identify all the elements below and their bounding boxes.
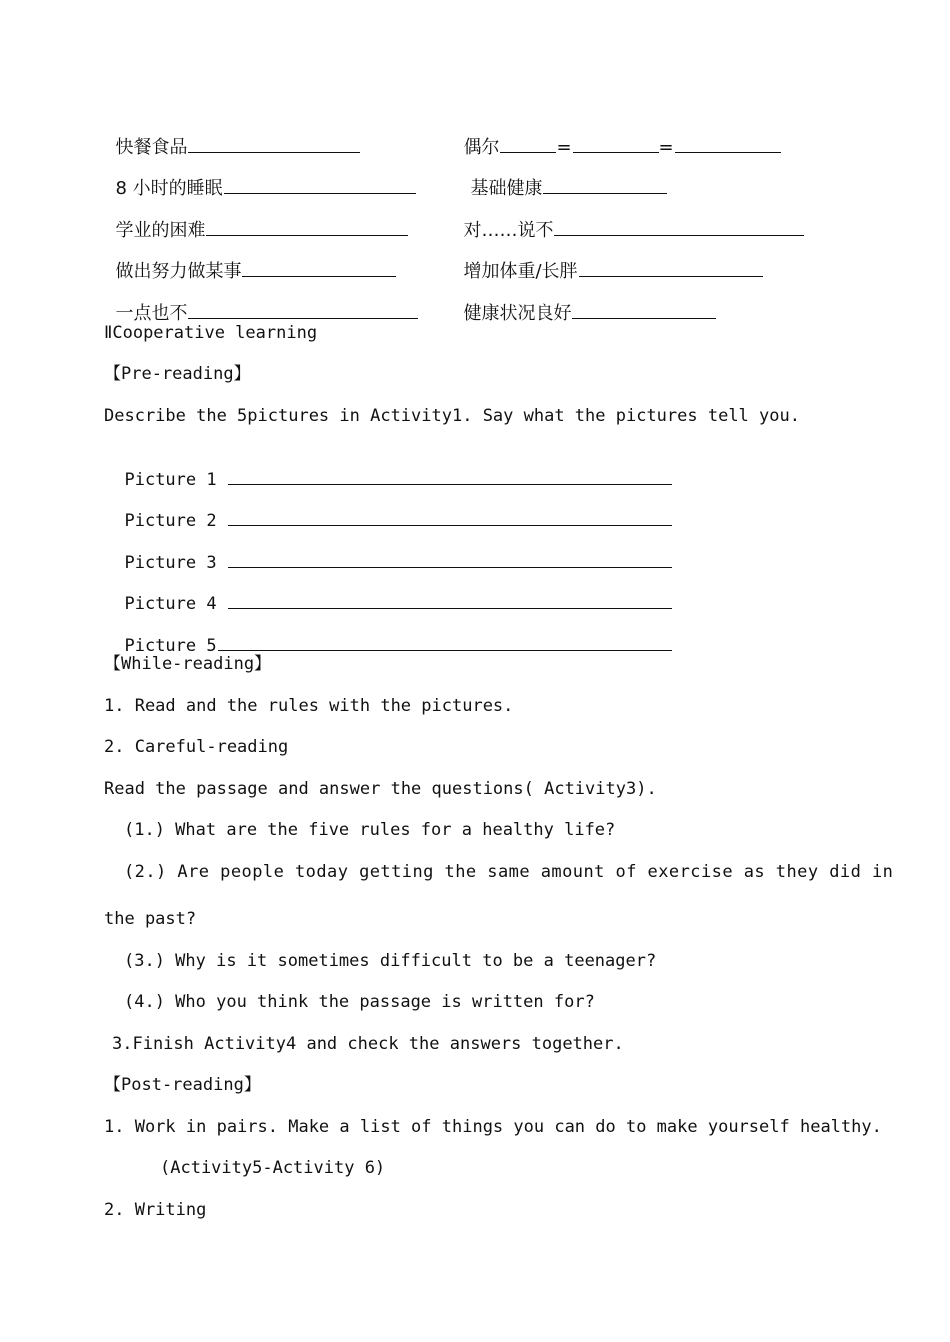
question-4: (4.) Who you think the passage is written for? — [124, 992, 595, 1012]
vocab-row-5-left — [104, 280, 418, 325]
equals-sign: = — [658, 137, 674, 158]
picture-label: Picture 5 — [124, 636, 217, 656]
answer-blank[interactable] — [228, 468, 672, 485]
question-1: (1.) What are the five rules for a healthy life? — [124, 820, 616, 840]
answer-blank[interactable] — [573, 136, 659, 153]
picture-label: Picture 3 — [124, 553, 217, 573]
question-3: (3.) Why is it sometimes difficult to be a teenager? — [124, 951, 657, 971]
answer-blank[interactable] — [554, 219, 804, 236]
careful-reading-instruction: Read the passage and answer the questions( Activity3). — [104, 779, 657, 799]
while-reading-item-3: 3.Finish Activity4 and check the answers together. — [112, 1034, 624, 1054]
pre-reading-instruction: Describe the 5pictures in Activity1. Say what the pictures tell you. — [104, 406, 800, 426]
vocab-term: 做出努力做某事 — [115, 261, 242, 282]
vocab-term: 对……说不 — [463, 220, 554, 241]
vocab-term: 学业的困难 — [115, 220, 206, 241]
answer-blank[interactable] — [579, 260, 763, 277]
post-reading-item-1-continued: (Activity5-Activity 6) — [160, 1158, 386, 1178]
answer-blank[interactable] — [543, 177, 667, 194]
while-reading-item-1: 1. Read and the rules with the pictures. — [104, 696, 514, 716]
answer-blank[interactable] — [188, 302, 418, 319]
picture-line-3 — [104, 529, 672, 574]
equals-sign: = — [556, 137, 572, 158]
vocab-row-4-left — [104, 238, 396, 283]
picture-line-2 — [104, 487, 672, 532]
vocab-row-2-left — [104, 155, 416, 200]
answer-blank[interactable] — [228, 592, 672, 609]
vocab-term: 基础健康 — [470, 178, 543, 199]
answer-blank[interactable] — [188, 136, 360, 153]
section-title: ⅡCooperative learning — [104, 323, 318, 343]
pre-reading-heading: 【Pre-reading】 — [104, 364, 251, 384]
answer-blank[interactable] — [228, 509, 672, 526]
question-2-continued: the past? — [104, 909, 197, 929]
vocab-term: 快餐食品 — [115, 137, 188, 158]
answer-blank[interactable] — [572, 302, 716, 319]
vocab-row-5-right — [452, 280, 716, 325]
picture-label: Picture 2 — [124, 511, 217, 531]
post-reading-heading: 【Post-reading】 — [104, 1075, 261, 1095]
picture-label: Picture 4 — [124, 594, 217, 614]
answer-blank[interactable] — [242, 260, 396, 277]
post-reading-item-1: 1. Work in pairs. Make a list of things you can do to make yourself healthy. — [104, 1117, 882, 1137]
vocab-term: 一点也不 — [115, 303, 188, 324]
question-2: (2.) Are people today getting the same amount of exercise as they did in — [124, 862, 894, 882]
answer-blank[interactable] — [224, 177, 416, 194]
while-reading-heading: 【While-reading】 — [104, 654, 272, 674]
vocab-term: 健康状况良好 — [463, 303, 572, 324]
vocab-term: 8 小时的睡眠 — [115, 178, 223, 199]
vocab-term: 偶尔 — [463, 137, 500, 158]
while-reading-item-2: 2. Careful-reading — [104, 737, 289, 757]
answer-blank[interactable] — [218, 634, 672, 651]
picture-line-5 — [104, 612, 672, 657]
answer-blank[interactable] — [228, 551, 672, 568]
answer-blank[interactable] — [675, 136, 781, 153]
picture-label: Picture 1 — [124, 470, 217, 490]
vocab-row-3-left — [104, 197, 408, 242]
vocab-term: 增加体重/长胖 — [463, 261, 578, 282]
vocab-row-2-right — [459, 155, 667, 200]
picture-line-1 — [104, 446, 672, 491]
answer-blank[interactable] — [500, 136, 556, 153]
picture-line-4 — [104, 570, 672, 615]
answer-blank[interactable] — [206, 219, 408, 236]
vocab-row-1-left — [104, 114, 360, 159]
vocab-row-4-right — [452, 238, 763, 283]
vocab-row-1-right — [452, 114, 781, 159]
post-reading-item-2: 2. Writing — [104, 1200, 207, 1220]
vocab-row-3-right — [452, 197, 804, 242]
